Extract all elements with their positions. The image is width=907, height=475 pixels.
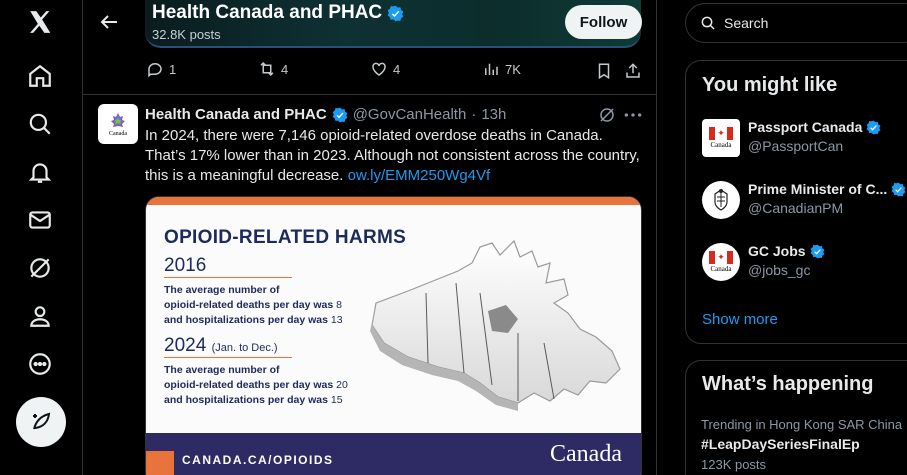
stat-value: 15	[330, 394, 343, 406]
suggestion-name-text: Prime Minister of C...	[748, 181, 888, 197]
repost-count: 4	[281, 61, 289, 77]
suggestion-avatar	[702, 181, 740, 219]
back-arrow-icon[interactable]	[97, 10, 121, 34]
follow-button[interactable]: Follow	[565, 5, 642, 39]
share-icon[interactable]	[624, 62, 642, 80]
coat-of-arms-icon	[708, 187, 734, 213]
infographic-footer-url: CANADA.CA/OPIOIDS	[182, 453, 334, 467]
suggestion-prime-minister[interactable]	[702, 179, 907, 223]
infographic-rule	[164, 277, 292, 278]
stat-value: 8	[336, 299, 342, 311]
suggestion-name-text: Passport Canada	[748, 119, 863, 135]
stat-line: opioid-related deaths per day was	[164, 379, 337, 391]
stat-line: The average number of	[164, 284, 280, 296]
infographic-rule	[164, 357, 292, 358]
infographic-stat-2024	[164, 363, 384, 408]
views-action[interactable]	[482, 60, 521, 78]
suggestion-gc-jobs[interactable]	[702, 241, 907, 285]
infographic-year-2016: 2016	[164, 255, 207, 276]
infographic-top-bar	[146, 197, 641, 205]
stat-value: 13	[330, 314, 343, 326]
infographic-title: OPIOID-RELATED HARMS	[164, 227, 407, 248]
bookmark-icon[interactable]	[595, 62, 613, 80]
stat-line: The average number of	[164, 364, 280, 376]
posts-count: 32.8K posts	[152, 27, 221, 42]
profile-header-title	[152, 2, 404, 24]
infographic-stat-2016	[164, 283, 384, 328]
reply-action[interactable]	[146, 60, 176, 78]
like-count: 4	[393, 61, 401, 77]
suggestion-avatar	[702, 119, 740, 157]
search-icon	[700, 15, 716, 31]
suggestion-handle: @PassportCan	[748, 138, 844, 154]
heart-icon	[370, 60, 388, 78]
post-body	[145, 126, 645, 186]
stat-value: 20	[336, 379, 348, 391]
suggestion-name	[748, 181, 906, 197]
avatar-wordmark: Canada	[710, 141, 732, 149]
post-header	[145, 106, 506, 123]
post-author-name[interactable]: Health Canada and PHAC	[145, 106, 327, 123]
previous-post-actions	[83, 60, 657, 84]
whats-happening-title: What’s happening	[702, 373, 874, 395]
suggestion-name	[748, 119, 881, 135]
verified-badge-icon	[387, 5, 404, 22]
infographic-year-2024	[164, 335, 278, 357]
verified-badge-icon	[332, 107, 348, 123]
suggestion-avatar	[702, 243, 740, 281]
search-box[interactable]	[685, 3, 907, 43]
profile-icon[interactable]	[22, 298, 58, 334]
avatar-wordmark: Canada	[109, 130, 127, 137]
main-timeline	[82, 0, 657, 475]
infographic-footer-accent	[146, 451, 174, 475]
repost-action[interactable]	[258, 60, 288, 78]
more-options-icon[interactable]	[623, 106, 643, 124]
avatar-wordmark: Canada	[710, 265, 732, 273]
home-icon[interactable]	[22, 58, 58, 94]
you-might-like-title: You might like	[702, 74, 838, 96]
post-compose-icon	[29, 410, 53, 434]
verified-badge-icon	[810, 244, 825, 259]
post-compose-button[interactable]	[16, 397, 66, 447]
suggestion-name	[748, 243, 825, 259]
canada-wordmark: Canada	[550, 441, 622, 467]
reply-icon	[146, 60, 164, 78]
grok-icon[interactable]	[22, 250, 58, 286]
suggestion-handle: @jobs_gc	[748, 262, 811, 278]
suggestion-handle: @CanadianPM	[748, 200, 844, 216]
post-separator: ·	[471, 106, 477, 123]
post-timestamp[interactable]: 13h	[481, 106, 507, 123]
you-might-like-card	[685, 60, 907, 344]
maple-leaf-logo-icon	[107, 112, 129, 130]
repost-icon	[258, 60, 276, 78]
more-icon[interactable]	[22, 346, 58, 382]
stat-line: and hospitalizations per day was	[164, 394, 331, 406]
year-note: (Jan. to Dec.)	[211, 342, 278, 354]
canada-flag-icon: ✦	[709, 251, 733, 264]
trend-hashtag[interactable]: #LeapDaySeriesFinalEp	[701, 436, 860, 452]
messages-icon[interactable]	[22, 202, 58, 238]
reply-count: 1	[169, 61, 177, 77]
grok-explain-icon[interactable]	[598, 106, 616, 124]
verified-badge-icon	[866, 120, 881, 135]
views-icon	[482, 60, 500, 78]
post-link[interactable]: ow.ly/EMM250Wg4Vf	[347, 167, 491, 184]
profile-name: Health Canada and PHAC	[152, 2, 383, 23]
show-more-link[interactable]: Show more	[702, 311, 778, 328]
canada-flag-icon: ✦	[709, 127, 733, 140]
verified-badge-icon	[891, 182, 906, 197]
like-action[interactable]	[370, 60, 400, 78]
post-avatar[interactable]	[98, 104, 138, 144]
search-placeholder: Search	[724, 15, 769, 31]
suggestion-passport-canada[interactable]	[702, 117, 907, 161]
left-navigation	[0, 0, 82, 475]
explore-icon[interactable]	[22, 106, 58, 142]
post-divider	[83, 94, 657, 95]
stat-line: and hospitalizations per day was	[164, 314, 331, 326]
notifications-icon[interactable]	[22, 154, 58, 190]
x-logo-icon[interactable]	[22, 4, 58, 40]
trend-post-count: 123K posts	[701, 457, 767, 472]
post-handle[interactable]: @GovCanHealth	[352, 106, 467, 123]
suggestion-name-text: GC Jobs	[748, 243, 806, 259]
trend-context: Trending in Hong Kong SAR China	[701, 417, 903, 432]
views-count: 7K	[505, 61, 521, 77]
post-media-infographic[interactable]	[145, 196, 642, 475]
year-label: 2024	[164, 335, 207, 356]
canada-map-illustration	[368, 233, 626, 423]
post-text: In 2024, there were 7,146 opioid-related overdose deaths in Canada. That’s 17% lower than in 2023. Although not consistent across the country, this is a meaningful decrease.	[145, 127, 640, 184]
stat-line: opioid-related deaths per day was	[164, 299, 337, 311]
